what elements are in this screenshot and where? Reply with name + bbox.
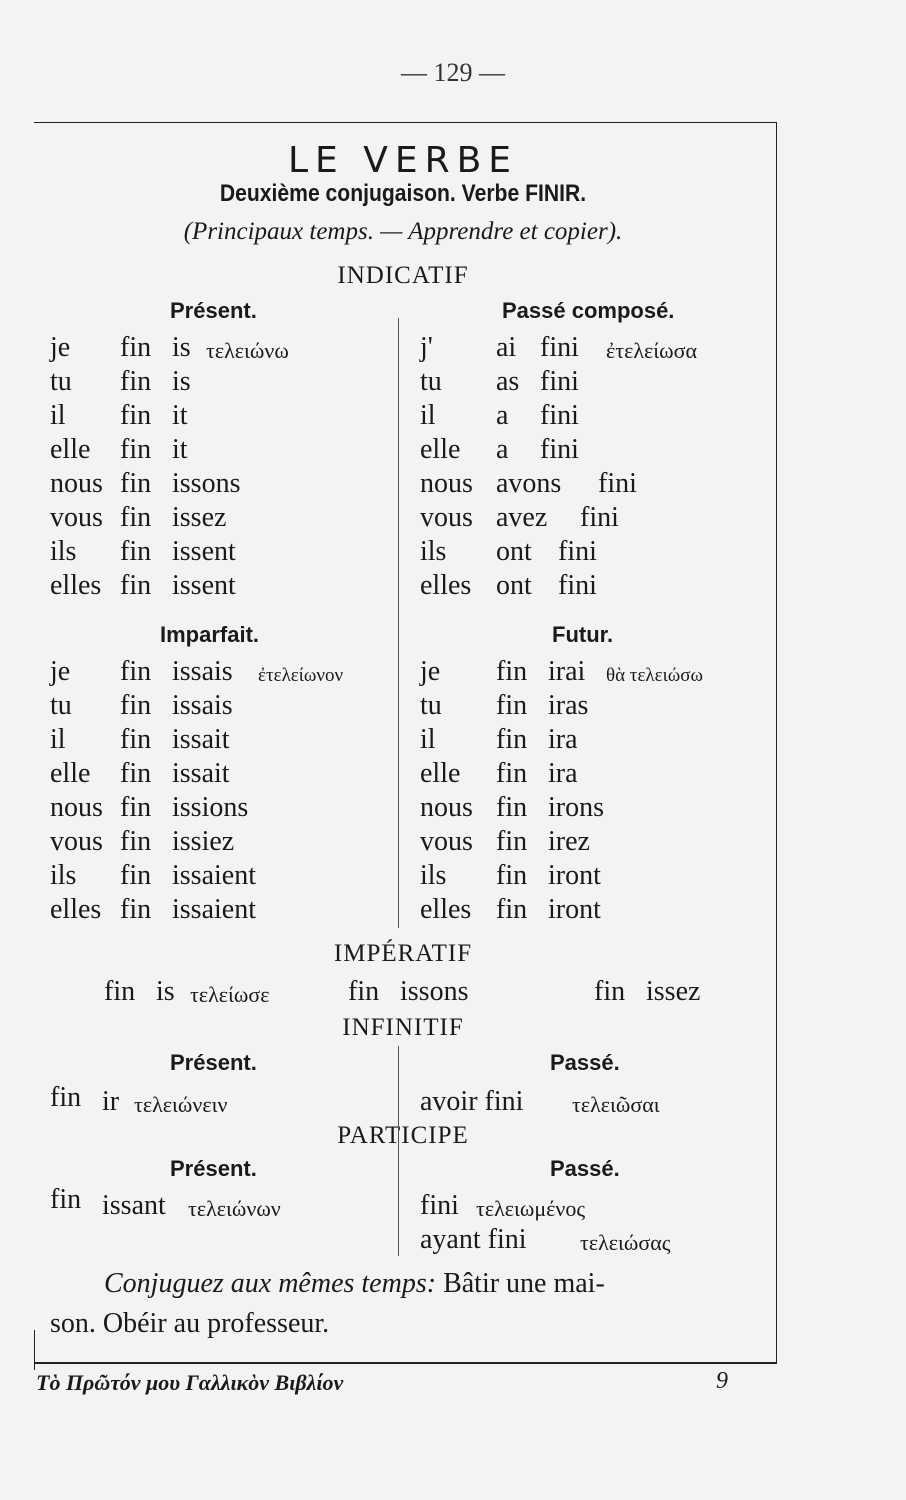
greek-translation: τελειώσας (580, 1230, 671, 1255)
conj-pronoun: nous (420, 792, 473, 823)
conj-ending: it (172, 400, 188, 431)
infinitive-stem: fin (50, 1082, 82, 1113)
conj-ending: issent (172, 570, 236, 601)
greek-translation: τελειώνων (188, 1196, 281, 1221)
participe-present-label: Présent. (170, 1156, 257, 1181)
conj-ending: is (172, 366, 191, 397)
conj-ending: irai (548, 656, 586, 687)
greek-translation: τελειῶσαι (572, 1092, 660, 1117)
conj-ending: ira (548, 758, 578, 789)
conj-ending: issez (172, 502, 227, 533)
conj-pronoun: tu (50, 366, 72, 397)
conj-pronoun: elles (50, 570, 102, 601)
conj-pronoun: il (420, 400, 436, 431)
conj-stem: fin (120, 468, 152, 499)
conj-stem: fin (496, 656, 528, 687)
conj-ending: issaient (172, 894, 256, 925)
conj-pronoun: il (420, 724, 436, 755)
conj-ending: issiez (172, 826, 235, 857)
conj-participle: fini (558, 536, 597, 567)
infinitif-present-label: Présent. (170, 1050, 257, 1075)
greek-translation: ἐτελείωνον (258, 665, 344, 686)
conj-ending: issions (172, 792, 249, 823)
conj-auxiliary: as (496, 366, 520, 397)
page-title: LE VERBE (287, 140, 519, 181)
conj-pronoun: tu (420, 366, 442, 397)
infinitive-ending: ir (102, 1086, 120, 1117)
conj-pronoun: vous (50, 502, 103, 533)
conj-stem: fin (120, 860, 152, 891)
frame-left-edge (34, 1330, 35, 1370)
exercise-line-1 (104, 1268, 605, 1300)
conj-participle: fini (540, 400, 579, 431)
section-indicatif: INDICATIF (337, 262, 469, 289)
conj-stem: fin (120, 434, 152, 465)
conj-pronoun: ils (420, 860, 447, 891)
conj-pronoun: tu (50, 690, 72, 721)
imperative-ending: issez (646, 976, 701, 1007)
greek-translation: τελειωμένος (476, 1196, 586, 1221)
participle-passe: fini (420, 1190, 459, 1221)
conj-participle: fini (540, 434, 579, 465)
conj-pronoun: j' (420, 332, 433, 363)
imperative-ending: is (156, 976, 175, 1007)
conj-stem: fin (120, 570, 152, 601)
conj-participle: fini (558, 570, 597, 601)
conj-ending: iront (548, 860, 601, 891)
conj-pronoun: ils (420, 536, 447, 567)
section-participe: PARTICIPE (337, 1122, 469, 1149)
conj-pronoun: elle (420, 758, 461, 789)
conj-ending: iras (548, 690, 589, 721)
conj-stem: fin (120, 724, 152, 755)
conj-ending: irez (548, 826, 590, 857)
conj-ending: ira (548, 724, 578, 755)
conj-stem: fin (120, 366, 152, 397)
infinitif-passe-label: Passé. (550, 1050, 620, 1075)
conj-pronoun: elle (50, 434, 91, 465)
conj-auxiliary: a (496, 434, 509, 465)
conj-participle: fini (598, 468, 637, 499)
conj-stem: fin (120, 332, 152, 363)
conj-auxiliary: a (496, 400, 509, 431)
conj-pronoun: ils (50, 536, 77, 567)
conj-ending: iront (548, 894, 601, 925)
footer-book-title: Τὸ Πρῶτόν μου Γαλλικὸν Βιβλίον (36, 1370, 344, 1395)
imperative-stem: fin (348, 976, 380, 1007)
conj-ending: is (172, 332, 191, 363)
conj-pronoun: je (420, 656, 441, 687)
conj-ending: issait (172, 758, 230, 789)
conj-pronoun: elle (420, 434, 461, 465)
conj-auxiliary: avons (496, 468, 562, 499)
conj-pronoun: vous (420, 502, 473, 533)
conj-stem: fin (120, 502, 152, 533)
tense-futur-label: Futur. (552, 622, 614, 647)
conj-stem: fin (496, 724, 528, 755)
conj-auxiliary: ai (496, 332, 517, 363)
conj-participle: fini (540, 332, 579, 363)
conj-pronoun: elles (420, 570, 472, 601)
participe-passe-label: Passé. (550, 1156, 620, 1181)
conj-pronoun: elle (50, 758, 91, 789)
conj-stem: fin (496, 826, 528, 857)
tense-imparfait-label: Imparfait. (160, 622, 260, 647)
conj-pronoun: il (50, 400, 66, 431)
exercise-instruction: Conjuguez aux mêmes temps: (104, 1268, 437, 1299)
conj-pronoun: vous (420, 826, 473, 857)
conj-stem: fin (120, 400, 152, 431)
instruction-note: (Principaux temps. — Apprendre et copier). (183, 218, 623, 245)
conj-stem: fin (496, 860, 528, 891)
section-infinitif: INFINITIF (342, 1014, 464, 1041)
conj-stem: fin (496, 758, 528, 789)
exercise-line-2: son. Obéir au professeur. (50, 1308, 330, 1339)
section-imperatif: IMPÉRATIF (333, 940, 473, 967)
conj-pronoun: nous (420, 468, 473, 499)
conj-ending: issent (172, 536, 236, 567)
conj-auxiliary: avez (496, 502, 548, 533)
footer-signature: 9 (716, 1368, 728, 1394)
column-divider (398, 318, 399, 928)
tense-passe-compose-label: Passé composé. (502, 298, 675, 323)
conj-stem: fin (120, 758, 152, 789)
imperative-stem: fin (594, 976, 626, 1007)
conj-participle: fini (580, 502, 619, 533)
conj-auxiliary: ont (496, 570, 532, 601)
conj-ending: issais (172, 690, 233, 721)
tense-present-label: Présent. (170, 298, 257, 323)
imperative-ending: issons (400, 976, 469, 1007)
conj-pronoun: elles (50, 894, 102, 925)
conj-pronoun: tu (420, 690, 442, 721)
conj-stem: fin (496, 894, 528, 925)
imperative-stem: fin (104, 976, 136, 1007)
greek-translation: ἐτελείωσα (606, 338, 698, 363)
greek-translation: τελειώνω (206, 338, 289, 363)
participle-stem: fin (50, 1184, 82, 1215)
conj-pronoun: nous (50, 468, 103, 499)
participle-ending: issant (102, 1190, 166, 1221)
greek-translation: τελείωσε (190, 982, 270, 1007)
greek-translation: θὰ τελειώσω (606, 665, 703, 686)
exercise-text: Bâtir une mai- (443, 1268, 605, 1299)
conj-ending: irons (548, 792, 604, 823)
conj-ending: issais (172, 656, 233, 687)
conj-stem: fin (120, 536, 152, 567)
conj-stem: fin (120, 826, 152, 857)
conj-stem: fin (496, 690, 528, 721)
participle-passe-compose: ayant fini (420, 1224, 527, 1255)
greek-translation: τελειώνειν (134, 1092, 228, 1117)
conj-stem: fin (120, 690, 152, 721)
conj-pronoun: elles (420, 894, 472, 925)
conj-ending: it (172, 434, 188, 465)
conj-ending: issons (172, 468, 241, 499)
conj-stem: fin (120, 792, 152, 823)
conj-participle: fini (540, 366, 579, 397)
conj-stem: fin (496, 792, 528, 823)
subtitle: Deuxième conjugaison. Verbe FINIR. (219, 180, 587, 207)
conj-pronoun: vous (50, 826, 103, 857)
conj-pronoun: je (50, 656, 71, 687)
footer-rule (34, 1362, 776, 1363)
page-number: — 129 — (401, 58, 505, 87)
conj-pronoun: il (50, 724, 66, 755)
conj-stem: fin (120, 656, 152, 687)
conj-auxiliary: ont (496, 536, 532, 567)
conj-ending: issait (172, 724, 230, 755)
column-divider-lower (398, 1046, 399, 1256)
conj-pronoun: nous (50, 792, 103, 823)
conj-ending: issaient (172, 860, 256, 891)
infinitive-passe: avoir fini (420, 1086, 524, 1117)
conj-stem: fin (120, 894, 152, 925)
conj-pronoun: ils (50, 860, 77, 891)
conj-pronoun: je (50, 332, 71, 363)
